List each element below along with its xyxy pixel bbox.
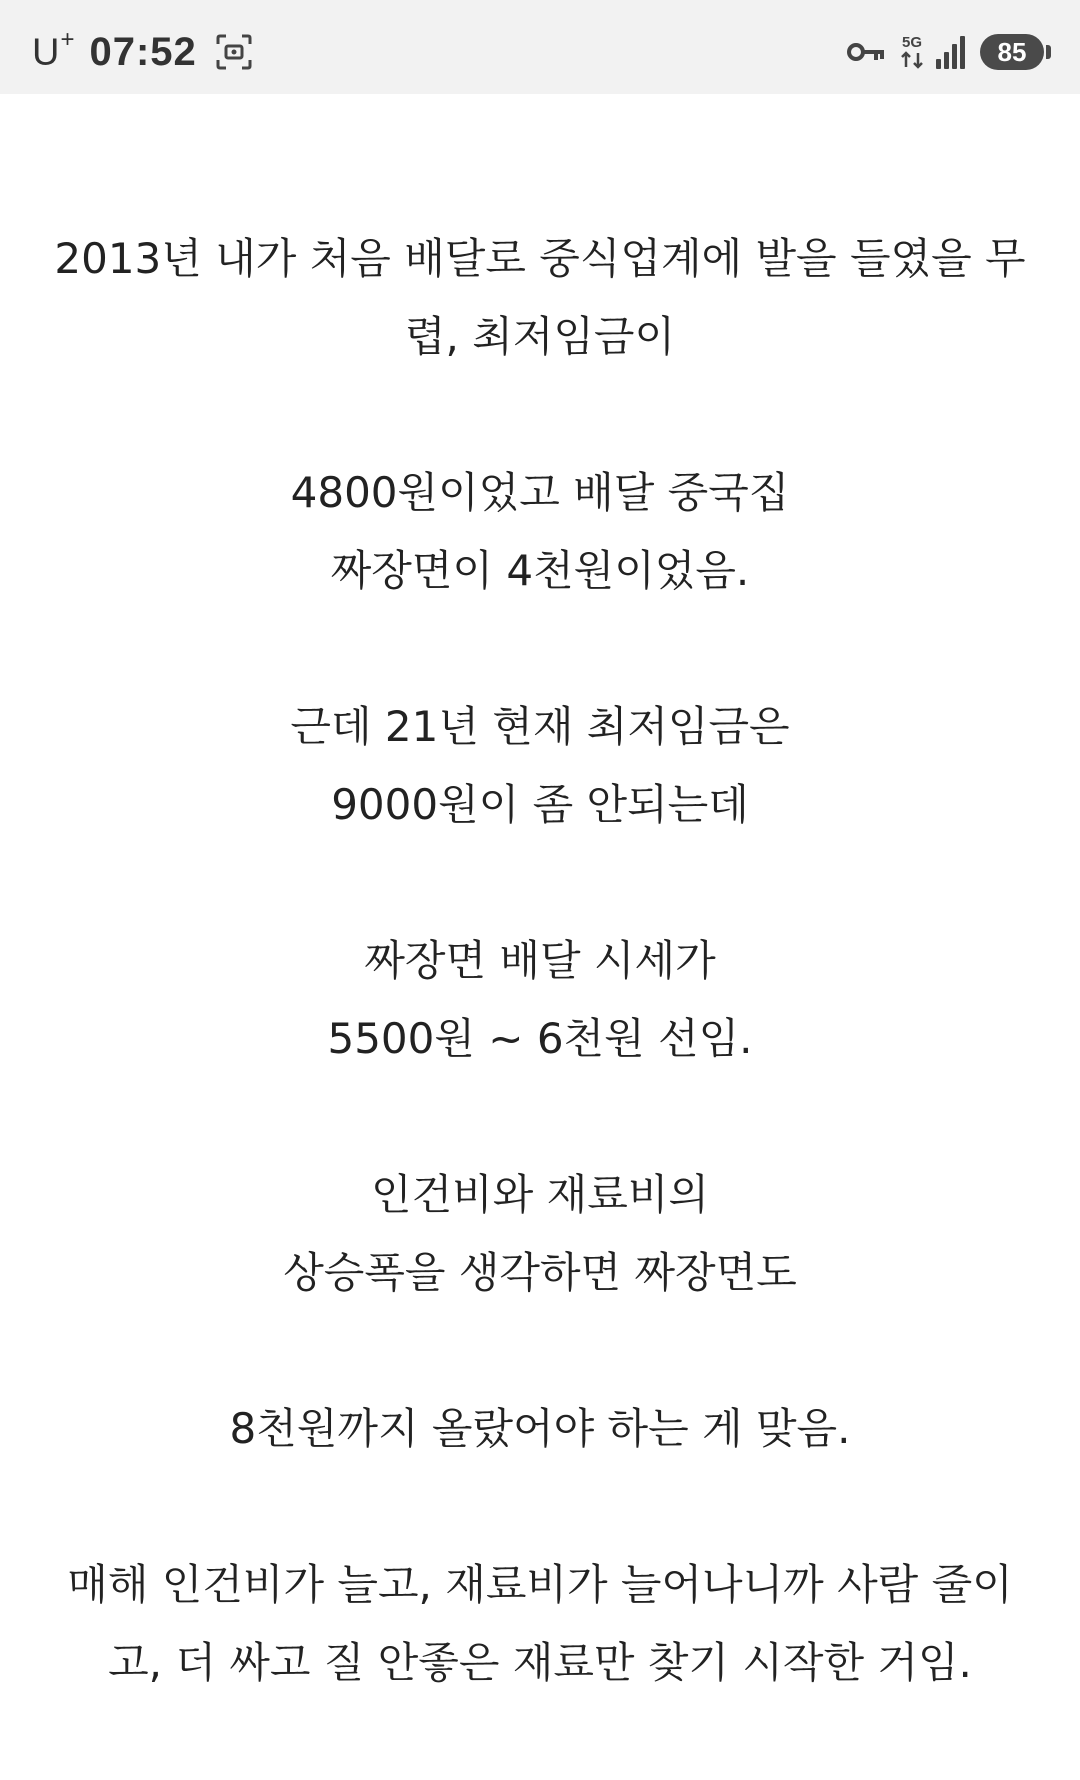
paragraph — [40, 688, 1040, 844]
text-line: 8천원까지 올랐어야 하는 게 맞음. — [229, 1404, 851, 1453]
signal-icon — [934, 35, 968, 69]
status-bar-right — [846, 30, 1044, 74]
text-line: 짜장면이 4천원이었음. — [330, 546, 750, 595]
status-bar — [0, 0, 1080, 94]
text-line: 9000원이 좀 안되는데 — [331, 780, 749, 829]
text-line: 렵, 최저임금이 — [404, 312, 676, 361]
paragraph — [40, 220, 1040, 376]
text-line: 인건비와 재료비의 — [371, 1170, 709, 1219]
text-line: 4800원이었고 배달 중국집 — [290, 468, 790, 517]
article-body — [40, 220, 1040, 1780]
text-line: 근데 21년 현재 최저임금은 — [290, 702, 790, 751]
screenshot-icon — [215, 33, 253, 71]
svg-text:5G: 5G — [901, 34, 923, 51]
key-icon — [846, 39, 886, 65]
status-time: 07:52 — [89, 29, 197, 74]
text-line: 매해 인건비가 늘고, 재료비가 늘어나니까 사람 줄이 — [67, 1560, 1013, 1609]
text-line: 짜장면 배달 시세가 — [364, 936, 716, 985]
text-line: 2013년 내가 처음 배달로 중식업계에 발을 들였을 무 — [54, 234, 1026, 283]
paragraph — [40, 1390, 1040, 1468]
status-bar-left — [32, 25, 253, 76]
battery-level: 85 — [997, 36, 1027, 67]
text-line: 상승폭을 생각하면 짜장면도 — [283, 1248, 797, 1297]
paragraph — [40, 1156, 1040, 1312]
carrier-label: U+ — [32, 25, 76, 74]
paragraph — [40, 1546, 1040, 1702]
paragraph — [40, 454, 1040, 610]
5g-data-icon — [896, 33, 928, 71]
text-line: 고, 더 싸고 질 안좋은 재료만 찾기 시작한 거임. — [108, 1638, 972, 1687]
battery-icon — [980, 34, 1044, 70]
paragraph — [40, 922, 1040, 1078]
text-line: 5500원 ~ 6천원 선임. — [327, 1014, 753, 1063]
